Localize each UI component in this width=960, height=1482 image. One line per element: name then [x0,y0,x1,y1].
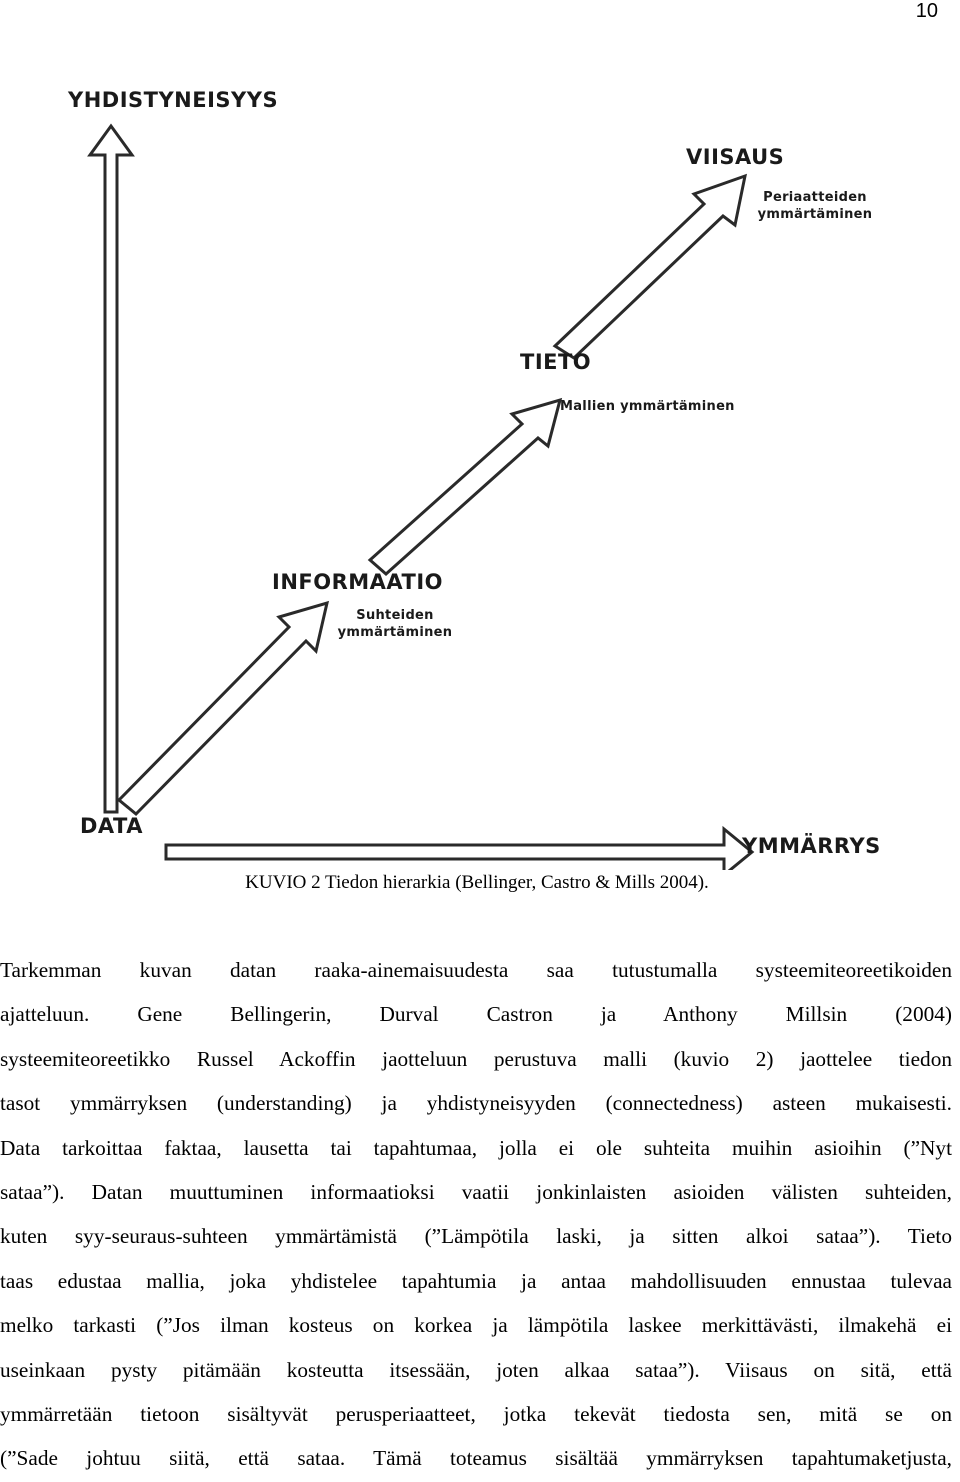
body-line: sataa”). Datan muuttuminen informaatioksi vaatii jonkinlaisten asioiden välisten suhteiden, [0,1180,952,1205]
y-axis-label: YHDISTYNEISYYS [68,88,279,112]
page-number: 10 [915,0,938,22]
y-axis-arrow [90,126,132,812]
figure-caption [0,872,960,894]
data-to-informaatio-arrow [119,603,327,814]
level-data-label: DATA [80,814,144,838]
body-line: ajatteluun. Gene Bellingerin, Durval Castron ja Anthony Millsin (2004) [0,1002,952,1027]
body-line: systeemiteoreetikko Russel Ackoffin jaotteluun perustuva malli (kuvio 2) jaottelee tiedon [0,1046,952,1071]
level-informaatio-description [332,607,458,641]
body-line: (”Sade johtuu siitä, että sataa. Tämä toteamus sisältää ymmärryksen tapahtumaketjusta, [0,1446,952,1471]
body-line: ymmärretään tietoon sisältyvät perusperiaatteet, jotka tekevät tiedosta sen, mitä se on [0,1402,952,1427]
body-line: kuten syy-seuraus-suhteen ymmärtämistä (”Lämpötila laski, ja sitten alkoi sataa”). Tieto [0,1224,952,1249]
body-line: useinkaan pysty pitämään kosteutta itsessään, joten alkaa sataa”). Viisaus on sitä, että [0,1357,952,1382]
x-axis-label: YMMÄRRYS [742,834,881,858]
level-viisaus-description [752,189,878,223]
body-line: Data tarkoittaa faktaa, lausetta tai tapahtumaa, jolla ei ole suhteita muihin asioihin (”Nyt [0,1135,952,1160]
body-line: taas edustaa mallia, joka yhdistelee tapahtumia ja antaa mahdollisuuden ennustaa tulevaa [0,1268,952,1293]
level-informaatio-label: INFORMAATIO [272,570,444,594]
body-line: tasot ymmärryksen (understanding) ja yhdistyneisyyden (connectedness) asteen mukaisesti. [0,1091,952,1116]
body-line: melko tarkasti (”Jos ilman kosteus on korkea ja lämpötila laskee merkittävästi, ilmakehä ei [0,1313,952,1338]
level-informaatio-description-line: Suhteiden [356,608,434,623]
x-axis-arrow [166,829,752,870]
level-viisaus-description-line: ymmärtäminen [757,207,873,222]
tieto-to-viisaus-arrow [555,176,745,358]
level-informaatio-description-line: ymmärtäminen [337,625,453,640]
level-viisaus-label: VIISAUS [686,145,785,169]
figure-caption-text: KUVIO 2 Tiedon hierarkia (Bellinger, Castro & Mills 2004). [245,872,709,893]
level-viisaus-description-line: Periaatteiden [763,190,867,205]
informaatio-to-tieto-arrow [370,400,560,574]
level-tieto-description [560,398,736,415]
body-paragraph [0,948,952,1481]
level-tieto-label: TIETO [520,350,592,374]
body-line: Tarkemman kuvan datan raaka-ainemaisuudesta saa tutustumalla systeemiteoreetikoiden [0,958,952,982]
level-tieto-description-line: Mallien ymmärtäminen [560,399,735,414]
